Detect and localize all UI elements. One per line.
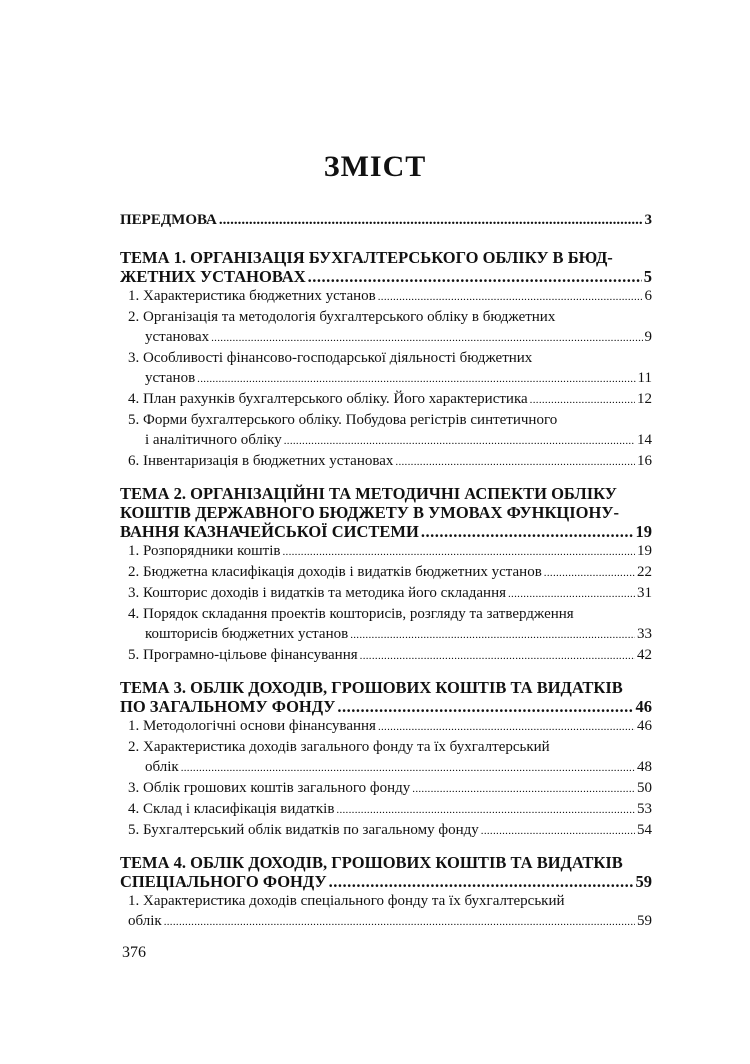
dot-leader [544, 568, 635, 583]
toc-item-label-cont: облік [145, 759, 179, 775]
dot-leader [360, 651, 635, 666]
toc-topic-3[interactable] [120, 678, 652, 716]
toc-item-label: 5. Програмно-цільове фінансування [128, 647, 358, 663]
dot-leader [412, 784, 635, 799]
toc-item[interactable] [128, 737, 652, 778]
topic-heading-line: КОШТІВ ДЕРЖАВНОГО БЮДЖЕТУ В УМОВАХ ФУНКЦІОНУ- [120, 503, 619, 522]
toc-item[interactable] [128, 307, 652, 348]
toc-item[interactable] [128, 348, 652, 389]
toc-entry-preface[interactable] [120, 210, 652, 230]
topic-heading-line: ТЕМА 2. ОРГАНІЗАЦІЙНІ ТА МЕТОДИЧНІ АСПЕКТИ ОБЛІКУ [120, 484, 617, 503]
topic-heading-line: ЖЕТНИХ УСТАНОВАХ [120, 267, 306, 286]
dot-leader [481, 826, 635, 841]
toc-item-label-cont: установах [145, 329, 210, 345]
toc-item-label-cont: і аналітичного обліку [145, 432, 282, 448]
dot-leader [197, 374, 635, 389]
toc-page-number: 19 [635, 522, 652, 541]
toc-page-number: 19 [637, 543, 652, 559]
dot-leader [508, 589, 635, 604]
dot-leader [329, 874, 634, 891]
toc-page-number: 46 [637, 718, 652, 734]
toc-page-number: 48 [637, 759, 652, 775]
toc-item[interactable] [128, 541, 652, 562]
dot-leader [337, 699, 633, 716]
toc-item-label: 5. Бухгалтерський облік видатків по загальному фонду [128, 822, 479, 838]
topic-heading-line: ТЕМА 3. ОБЛІК ДОХОДІВ, ГРОШОВИХ КОШТІВ ТА ВИДАТКІВ [120, 678, 623, 697]
topic-heading-line: СПЕЦІАЛЬНОГО ФОНДУ [120, 872, 327, 891]
toc-page-number: 46 [635, 697, 652, 716]
dot-leader [336, 805, 635, 820]
page-title: ЗМІСТ [323, 150, 427, 183]
toc-item-label: 5. Форми бухгалтерського обліку. Побудова регістрів синтетичного [128, 412, 558, 428]
toc-item[interactable] [128, 820, 652, 841]
dot-leader [164, 917, 635, 932]
toc-item-label: 3. Особливості фінансово-господарської діяльності бюджетних [128, 350, 533, 366]
toc-item[interactable] [128, 410, 652, 451]
toc-item[interactable] [128, 286, 652, 307]
dot-leader [282, 547, 635, 562]
toc-page-number: 54 [637, 822, 652, 838]
toc-item-label: 2. Характеристика доходів загального фонду та їх бухгалтерський [128, 739, 550, 755]
topic-heading-line: ТЕМА 1. ОРГАНІЗАЦІЯ БУХГАЛТЕРСЬКОГО ОБЛІКУ В БЮД- [120, 248, 613, 267]
toc-item-label-cont: кошторисів бюджетних установ [145, 626, 349, 642]
dot-leader [421, 524, 634, 541]
toc-item-label: 1. Характеристика доходів спеціального фонду та їх бухгалтерський [128, 893, 565, 909]
toc-item-label: 4. Порядок складання проектів кошторисів, розгляду та затвердження [128, 606, 574, 622]
topic-heading-line: ТЕМА 4. ОБЛІК ДОХОДІВ, ГРОШОВИХ КОШТІВ ТА ВИДАТКІВ [120, 853, 623, 872]
toc-topic-4[interactable] [120, 853, 652, 891]
dot-leader [395, 457, 635, 472]
dot-leader [530, 395, 635, 410]
toc-page-number: 3 [644, 212, 652, 228]
toc-page-number: 11 [637, 370, 652, 386]
toc-item-label: 1. Характеристика бюджетних установ [128, 288, 376, 304]
toc-item-label: 6. Інвентаризація в бюджетних установах [128, 453, 394, 469]
toc-item-label-cont: облік [128, 913, 162, 929]
toc-page-number: 5 [643, 267, 652, 286]
toc-page-number: 33 [637, 626, 652, 642]
toc-item[interactable] [128, 451, 652, 472]
toc-page-number: 14 [637, 432, 652, 448]
page-number: 376 [122, 944, 146, 961]
toc-item[interactable] [128, 799, 652, 820]
toc-topic-2[interactable] [120, 484, 652, 541]
dot-leader [181, 763, 635, 778]
toc-item-label: 1. Розпорядники коштів [128, 543, 281, 559]
toc-item-label: 3. Кошторис доходів і видатків та методика його складання [128, 585, 506, 601]
dot-leader [211, 333, 642, 348]
toc-item-label: 4. План рахунків бухгалтерського обліку. Його характеристика [128, 391, 528, 407]
toc-page-number: 6 [644, 288, 652, 304]
table-of-contents [120, 210, 652, 932]
topic-heading-line: ВАННЯ КАЗНАЧЕЙСЬКОЇ СИСТЕМИ [120, 522, 419, 541]
toc-item[interactable] [128, 716, 652, 737]
toc-page-number: 42 [637, 647, 652, 663]
toc-page-number: 53 [637, 801, 652, 817]
toc-item[interactable] [128, 891, 652, 932]
dot-leader [350, 630, 635, 645]
toc-item[interactable] [128, 604, 652, 645]
toc-item-label: 3. Облік грошових коштів загального фонду [128, 780, 411, 796]
toc-topic-1[interactable] [120, 248, 652, 286]
toc-page-number: 59 [637, 913, 652, 929]
toc-item[interactable] [128, 389, 652, 410]
dot-leader [219, 213, 643, 228]
topic-heading-line: ПО ЗАГАЛЬНОМУ ФОНДУ [120, 697, 336, 716]
toc-item[interactable] [128, 645, 652, 666]
toc-page-number: 22 [637, 564, 652, 580]
toc-item-label-cont: установ [145, 370, 196, 386]
toc-item-label: 1. Методологічні основи фінансування [128, 718, 376, 734]
dot-leader [308, 269, 642, 286]
toc-item-label: 2. Організація та методологія бухгалтерського обліку в бюджетних [128, 309, 556, 325]
toc-item[interactable] [128, 583, 652, 604]
toc-page-number: 16 [637, 453, 652, 469]
toc-page-number: 9 [644, 329, 652, 345]
dot-leader [284, 436, 635, 451]
dot-leader [378, 722, 635, 737]
toc-item-label: 2. Бюджетна класифікація доходів і видатків бюджетних установ [128, 564, 542, 580]
toc-item[interactable] [128, 778, 652, 799]
toc-page-number: 31 [637, 585, 652, 601]
toc-entry-label: ПЕРЕДМОВА [120, 212, 217, 228]
toc-item-label: 4. Склад і класифікація видатків [128, 801, 335, 817]
toc-page-number: 59 [635, 872, 652, 891]
toc-page-number: 12 [637, 391, 652, 407]
dot-leader [378, 292, 643, 307]
toc-item[interactable] [128, 562, 652, 583]
toc-page-number: 50 [637, 780, 652, 796]
